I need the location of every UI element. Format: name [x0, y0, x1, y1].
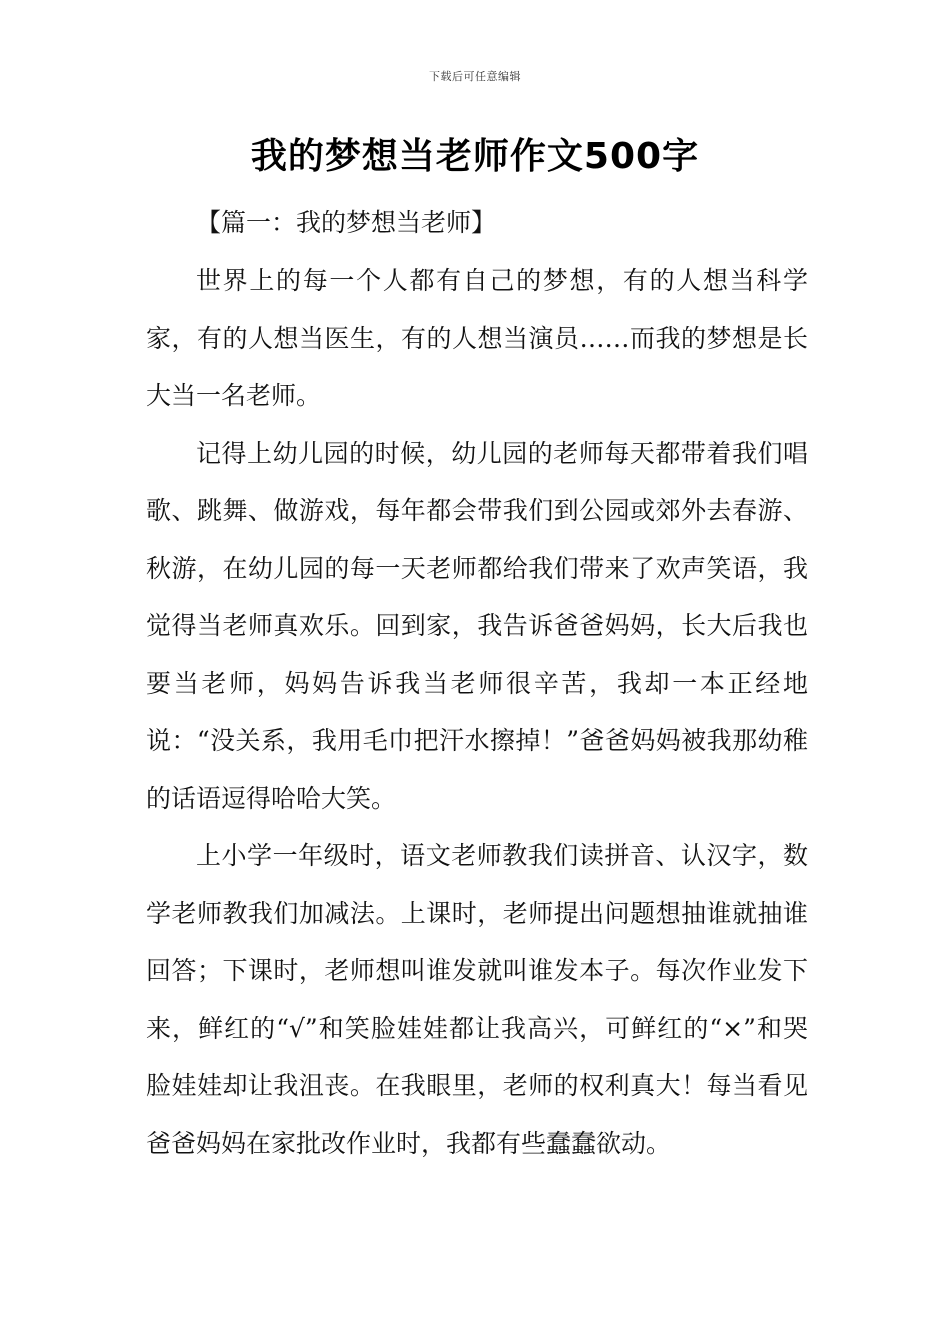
paragraph: 世界上的每一个人都有自己的梦想，有的人想当科学家，有的人想当医生，有的人想当演员……而我的梦想是长大当一名老师。: [146, 266, 808, 410]
paragraph: 上小学一年级时，语文老师教我们读拼音、认汉字，数学老师教我们加减法。上课时，老师提出问题想抽谁就抽谁回答；下课时，老师想叫谁发就叫谁发本子。每次作业发下来，鲜红的“√”和笑脸娃娃都让我高兴，可鲜红的“×”和哭脸娃娃却让我沮丧。在我眼里，老师的权利真大！每当看见爸爸妈妈在家批改作业时，我都有些蠢蠢欲动。: [146, 841, 808, 1158]
article-body: [146, 252, 808, 1172]
paragraph: 记得上幼儿园的时候，幼儿园的老师每天都带着我们唱歌、跳舞、做游戏，每年都会带我们到公园或郊外去春游、秋游，在幼儿园的每一天老师都给我们带来了欢声笑语，我觉得当老师真欢乐。回到家，我告诉爸爸妈妈，长大后我也要当老师，妈妈告诉我当老师很辛苦，我却一本正经地说：“没关系，我用毛巾把汗水擦掉！”爸爸妈妈被我那幼稚的话语逗得哈哈大笑。: [146, 438, 808, 813]
document-title: 我的梦想当老师作文500字: [250, 136, 700, 177]
section-heading: 【篇一：我的梦想当老师】: [196, 208, 497, 237]
header-note: 下载后可任意编辑: [429, 70, 521, 83]
